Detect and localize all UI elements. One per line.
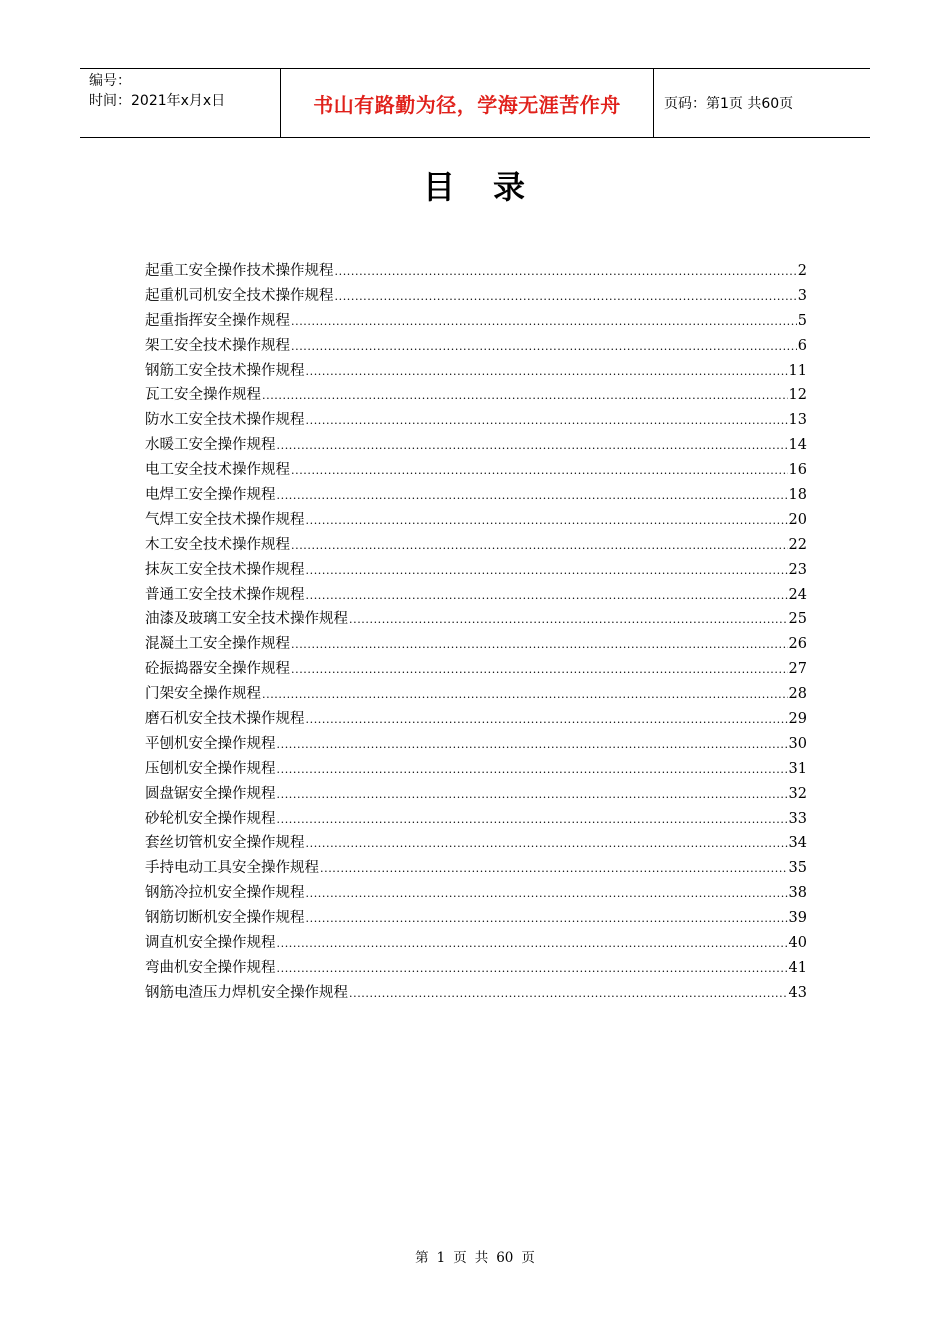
toc-entry[interactable] — [145, 807, 807, 832]
toc-entry-page: 29 — [788, 711, 807, 728]
toc-dot-leader — [277, 932, 788, 957]
toc-entry-page: 13 — [788, 412, 807, 429]
toc-entry-title: 钢筋切断机安全操作规程 — [145, 910, 305, 927]
toc-entry-page: 5 — [797, 312, 807, 329]
toc-entry-title: 套丝切管机安全操作规程 — [145, 835, 305, 852]
toc-entry-title: 电工安全技术操作规程 — [145, 462, 290, 479]
toc-dot-leader — [262, 683, 788, 708]
title-char-1: 目 — [422, 168, 457, 206]
toc-dot-leader — [306, 559, 788, 584]
toc-entry-page: 30 — [788, 735, 807, 752]
toc-dot-leader — [277, 484, 788, 509]
toc-dot-leader — [291, 534, 788, 559]
toc-entry[interactable] — [145, 284, 807, 309]
toc-entry-title: 电焊工安全操作规程 — [145, 487, 276, 504]
toc-dot-leader — [277, 957, 788, 982]
toc-dot-leader — [335, 285, 797, 310]
toc-entry-page: 14 — [788, 437, 807, 454]
header-meta — [80, 69, 281, 137]
toc-entry-page: 24 — [788, 586, 807, 603]
toc-entry-title: 抹灰工安全技术操作规程 — [145, 561, 305, 578]
title-char-2: 录 — [493, 168, 528, 206]
toc-dot-leader — [306, 360, 788, 385]
table-of-contents — [145, 259, 807, 1006]
toc-entry[interactable] — [145, 433, 807, 458]
toc-entry-page: 39 — [788, 910, 807, 927]
header-page-info: 页码：第1页 共60页 — [664, 96, 794, 112]
toc-entry-title: 手持电动工具安全操作规程 — [145, 860, 319, 877]
toc-entry-title: 钢筋电渣压力焊机安全操作规程 — [145, 984, 348, 1001]
toc-entry[interactable] — [145, 906, 807, 931]
toc-dot-leader — [306, 832, 788, 857]
toc-entry[interactable] — [145, 782, 807, 807]
toc-entry-page: 43 — [788, 984, 807, 1001]
toc-entry-page: 40 — [788, 935, 807, 952]
toc-dot-leader — [291, 335, 797, 360]
footer-word-1: 第 — [415, 1250, 429, 1266]
toc-dot-leader — [291, 459, 788, 484]
toc-entry[interactable] — [145, 682, 807, 707]
toc-entry[interactable] — [145, 309, 807, 334]
toc-entry-title: 砂轮机安全操作规程 — [145, 810, 276, 827]
page-header — [80, 68, 870, 138]
footer-word-3: 共 — [474, 1250, 489, 1266]
toc-entry-page: 26 — [788, 636, 807, 653]
toc-entry-title: 门架安全操作规程 — [145, 686, 261, 703]
toc-dot-leader — [306, 584, 788, 609]
toc-entry-page: 2 — [797, 263, 807, 279]
toc-entry-title: 架工安全技术操作规程 — [145, 337, 290, 354]
toc-entry[interactable] — [145, 632, 807, 657]
footer-total-pages: 60 — [496, 1250, 514, 1266]
toc-entry-title: 压刨机安全操作规程 — [145, 760, 276, 777]
toc-entry-title: 起重指挥安全操作规程 — [145, 312, 290, 329]
toc-entry-page: 6 — [797, 337, 807, 354]
page-title — [0, 162, 950, 208]
toc-dot-leader — [306, 907, 788, 932]
toc-entry-title: 起重机司机安全技术操作规程 — [145, 287, 334, 304]
toc-entry-title: 弯曲机安全操作规程 — [145, 959, 276, 976]
toc-entry-title: 气焊工安全技术操作规程 — [145, 511, 305, 528]
toc-entry-page: 12 — [788, 387, 807, 404]
toc-entry[interactable] — [145, 981, 807, 1006]
toc-entry-title: 油漆及玻璃工安全技术操作规程 — [145, 611, 348, 628]
toc-dot-leader — [277, 758, 788, 783]
toc-entry[interactable] — [145, 508, 807, 533]
toc-dot-leader — [320, 857, 788, 882]
toc-entry[interactable] — [145, 657, 807, 682]
toc-entry-title: 普通工安全技术操作规程 — [145, 586, 305, 603]
number-label: 编号： — [89, 73, 131, 89]
toc-dot-leader — [291, 633, 788, 658]
toc-entry-title: 砼振捣器安全操作规程 — [145, 661, 290, 678]
toc-entry-title: 平刨机安全操作规程 — [145, 735, 276, 752]
toc-entry[interactable] — [145, 334, 807, 359]
toc-entry-page: 27 — [788, 661, 807, 678]
toc-entry-title: 混凝土工安全操作规程 — [145, 636, 290, 653]
toc-entry-title: 圆盘锯安全操作规程 — [145, 785, 276, 802]
toc-entry-title: 木工安全技术操作规程 — [145, 536, 290, 553]
toc-dot-leader — [277, 783, 788, 808]
toc-entry[interactable] — [145, 881, 807, 906]
toc-entry-title: 瓦工安全操作规程 — [145, 387, 261, 404]
toc-entry-title: 钢筋工安全技术操作规程 — [145, 362, 305, 379]
toc-entry-page: 22 — [788, 536, 807, 553]
toc-entry-page: 3 — [797, 287, 807, 304]
footer-word-2: 页 — [453, 1250, 467, 1266]
toc-entry-page: 33 — [788, 810, 807, 827]
toc-dot-leader — [335, 260, 797, 285]
toc-entry[interactable] — [145, 831, 807, 856]
toc-entry-page: 41 — [788, 959, 807, 976]
toc-dot-leader — [277, 434, 788, 459]
toc-dot-leader — [306, 708, 788, 733]
toc-dot-leader — [262, 384, 788, 409]
toc-entry[interactable] — [145, 483, 807, 508]
toc-entry[interactable] — [145, 558, 807, 583]
time-label: 时间：2021年x月x日 — [89, 93, 226, 109]
toc-dot-leader — [306, 409, 788, 434]
toc-entry-title: 起重工安全操作技术操作规程 — [145, 263, 334, 279]
toc-entry[interactable] — [145, 607, 807, 632]
toc-entry-page: 16 — [788, 462, 807, 479]
toc-entry-page: 25 — [788, 611, 807, 628]
toc-entry-page: 32 — [788, 785, 807, 802]
toc-dot-leader — [349, 982, 788, 1007]
page-footer — [0, 1246, 950, 1266]
toc-dot-leader — [291, 658, 788, 683]
toc-entry[interactable] — [145, 458, 807, 483]
toc-entry[interactable] — [145, 931, 807, 956]
toc-entry-title: 调直机安全操作规程 — [145, 935, 276, 952]
toc-dot-leader — [277, 733, 788, 758]
toc-entry-page: 38 — [788, 885, 807, 902]
footer-current-page: 1 — [436, 1250, 446, 1266]
toc-entry[interactable] — [145, 533, 807, 558]
toc-dot-leader — [349, 608, 788, 633]
toc-dot-leader — [306, 882, 788, 907]
toc-entry-title: 防水工安全技术操作规程 — [145, 412, 305, 429]
toc-entry[interactable] — [145, 408, 807, 433]
toc-entry-title: 磨石机安全技术操作规程 — [145, 711, 305, 728]
toc-entry[interactable] — [145, 956, 807, 981]
toc-entry-title: 钢筋冷拉机安全操作规程 — [145, 885, 305, 902]
toc-entry[interactable] — [145, 707, 807, 732]
footer-word-4: 页 — [521, 1250, 535, 1266]
header-motto: 书山有路勤为径，学海无涯苦作舟 — [281, 69, 654, 137]
toc-entry[interactable] — [145, 359, 807, 384]
toc-entry[interactable] — [145, 732, 807, 757]
toc-entry-page: 35 — [788, 860, 807, 877]
toc-entry[interactable] — [145, 259, 807, 284]
toc-entry[interactable] — [145, 583, 807, 608]
toc-dot-leader — [306, 509, 788, 534]
toc-entry-page: 11 — [788, 362, 807, 379]
toc-entry-page: 20 — [788, 511, 807, 528]
toc-entry[interactable] — [145, 383, 807, 408]
toc-dot-leader — [291, 310, 797, 335]
toc-entry-page: 28 — [788, 686, 807, 703]
toc-entry-page: 18 — [788, 487, 807, 504]
toc-entry-page: 31 — [788, 760, 807, 777]
toc-entry-title: 水暖工安全操作规程 — [145, 437, 276, 454]
toc-entry-page: 34 — [788, 835, 807, 852]
toc-entry-page: 23 — [788, 561, 807, 578]
toc-entry[interactable] — [145, 856, 807, 881]
toc-dot-leader — [277, 808, 788, 833]
toc-entry[interactable] — [145, 757, 807, 782]
